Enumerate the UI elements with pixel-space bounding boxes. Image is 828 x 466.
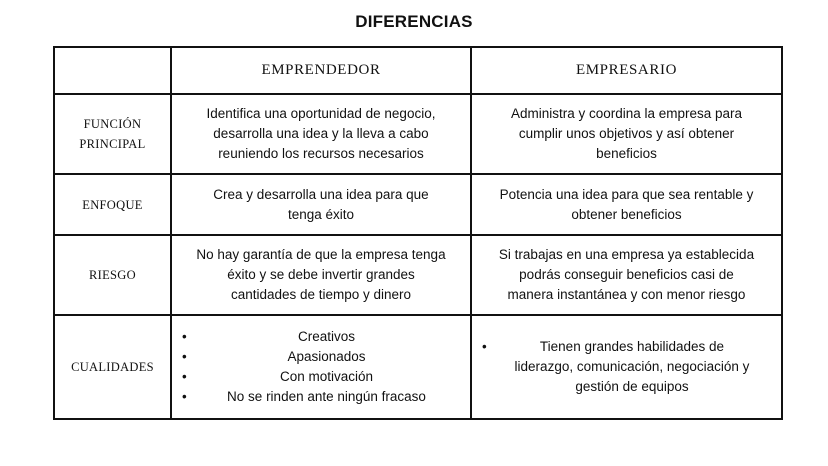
cell-cualidades-emprendedor (171, 315, 471, 419)
cell-text-line: reuniendo los recursos necesarios (218, 146, 424, 161)
list-item: • Apasionados (182, 347, 460, 367)
cell-text-line: Crea y desarrolla una idea para que (213, 186, 429, 202)
table-row-cualidades (54, 315, 782, 419)
cell-text-line: éxito y se debe invertir grandes (227, 267, 415, 282)
cell-text-line: Potencia una idea para que sea rentable y (499, 186, 754, 202)
column-header-empresario: EMPRESARIO (471, 47, 782, 94)
table-row-enfoque (54, 174, 782, 235)
row-label-funcion-principal (54, 94, 171, 174)
cell-text-line: podrás conseguir beneficios casi de (519, 267, 734, 282)
table-row-funcion-principal (54, 94, 782, 174)
cell-riesgo-emprendedor (171, 235, 471, 315)
cell-text-line: desarrolla una idea y la lleva a cabo (213, 126, 429, 141)
list-item: • Con motivación (182, 367, 460, 387)
qualities-list (482, 337, 771, 397)
cell-text-line: cantidades de tiempo y dinero (230, 287, 412, 302)
cell-funcion-emprendedor (171, 94, 471, 174)
row-label-enfoque (54, 174, 171, 235)
cell-text-line: Identifica una oportunidad de negocio, (206, 106, 436, 121)
comparison-table (53, 46, 783, 420)
row-label-cualidades (54, 315, 171, 419)
row-label-line: FUNCIÓN (83, 117, 142, 131)
cell-text-line: obtener beneficios (571, 206, 682, 222)
corner-cell (54, 47, 171, 94)
list-item: • No se rinden ante ningún fracaso (182, 387, 460, 407)
row-label-line: RIESGO (89, 268, 136, 282)
list-item: • Creativos (182, 327, 460, 347)
cell-text-line: tenga éxito (287, 206, 355, 222)
cell-text-line: No hay garantía de que la empresa tenga (196, 247, 446, 262)
list-item (482, 337, 771, 397)
cell-text-line: manera instantánea y con menor riesgo (507, 287, 746, 302)
qualities-list (182, 327, 460, 407)
cell-text-line: Si trabajas en una empresa ya establecida (498, 247, 755, 262)
column-header-emprendedor: EMPRENDEDOR (171, 47, 471, 94)
table-header-row (54, 47, 782, 94)
cell-text-line: beneficios (596, 146, 657, 161)
list-item-line: gestión de equipos (575, 379, 689, 394)
cell-cualidades-empresario (471, 315, 782, 419)
cell-riesgo-empresario (471, 235, 782, 315)
cell-text-line: cumplir unos objetivos y así obtener (518, 126, 735, 141)
row-label-line: ENFOQUE (82, 197, 143, 212)
row-label-riesgo (54, 235, 171, 315)
cell-enfoque-empresario (471, 174, 782, 235)
row-label-line: PRINCIPAL (79, 137, 146, 151)
table-row-riesgo (54, 235, 782, 315)
row-label-line: CUALIDADES (71, 360, 154, 374)
cell-text-line: Administra y coordina la empresa para (510, 106, 743, 121)
list-item-line: • Tienen grandes habilidades de (539, 339, 725, 354)
page-title: DIFERENCIAS (355, 12, 473, 31)
cell-enfoque-emprendedor (171, 174, 471, 235)
list-item-line: liderazgo, comunicación, negociación y (514, 359, 750, 374)
cell-funcion-empresario (471, 94, 782, 174)
